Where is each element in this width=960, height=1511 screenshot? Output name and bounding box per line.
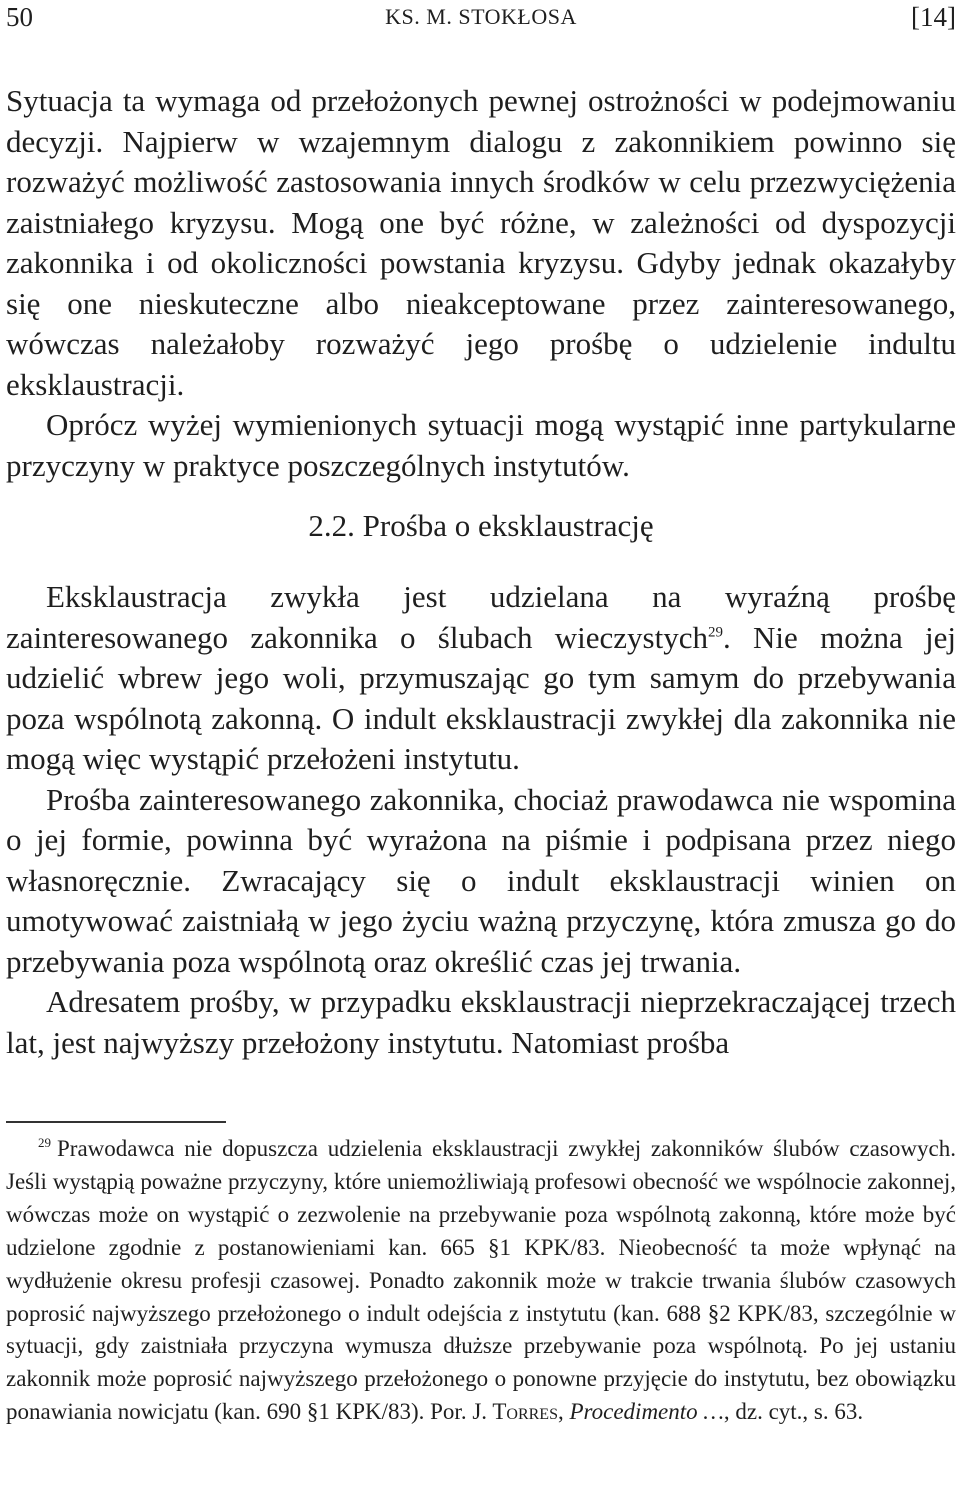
footnote-separator: , bbox=[557, 1399, 570, 1425]
footnote-text: Prawodawca nie dopuszcza udzielenia eksklaustracji zwykłej zakonników ślubów czasowych. Jeśli wystąpią poważne przyczyny, które uniemożliwiają profesowi obecność we wspólnocie zakonnej, wówczas może on wystąpić o zezwolenie na przebywanie poza wspólnotą zakonną, które może być udzielone zgodnie z postanowieniami kan. 665 §1 KPK/83. Nieobecność ta może wpłynąć na wydłużenie okresu profesji czasowej. Ponadto zakonnik może w trakcie trwania ślubów czasowych poprosić najwyższego przełożonego o indult odejścia z instytutu (kan. 688 §2 KPK/83, szczególnie w sytuacji, gdy zaistniała przyczyna wymusza dłuższe przebywanie poza wspólnotą. Po jej ustaniu zakonnik może poprosić najwyższego przełożonego o ponowne przyjęcie do instytutu, bez obowiązku ponawiania nowicjatu (kan. 690 §1 KPK/83). Por. bbox=[6, 1136, 956, 1425]
paragraph: Prośba zainteresowanego zakonnika, chociaż prawodawca nie wspomina o jej formie, powinna być wyrażona na piśmie i podpisana przez niego własnoręcznie. Zwracający się o indult eksklaustracji winien on umotywować zaistniałą w jego życiu ważną przyczynę, która zmusza go do przebywania poza wspólnotą oraz określić czas jej trwania. bbox=[6, 781, 956, 979]
paragraph: Sytuacja ta wymaga od przełożonych pewnej ostrożności w podejmowaniu decyzji. Najpierw w wzajemnym dialogu z zakonnikiem powinno się rozważyć możliwość zastosowania innych środków w celu przezwyciężenia zaistniałego kryzysu. Mogą one być różne, w zależności od dyspozycji zakonnika i od okoliczności powstania kryzysu. Gdyby jednak okazałyby się one nieskuteczne albo nieakceptowane przez zainteresowanego, wówczas należałoby rozważyć jego prośbę o udzielenie indultu eksklaustracji. bbox=[6, 83, 956, 402]
paragraph bbox=[6, 577, 956, 780]
section-heading: 2.2. Prośba o eksklaustrację bbox=[308, 508, 654, 543]
footnote-number: 29 bbox=[38, 1135, 51, 1151]
footnote bbox=[6, 1133, 956, 1429]
document-page bbox=[6, 0, 956, 1429]
page-number: 50 bbox=[6, 2, 33, 32]
footnote-cited-title: Procedimento … bbox=[569, 1399, 724, 1425]
footnote-reference[interactable]: 29 bbox=[708, 624, 723, 641]
running-header bbox=[6, 0, 956, 40]
footnote-divider bbox=[6, 1121, 226, 1123]
body-text bbox=[6, 81, 956, 1063]
section-reference: [14] bbox=[911, 2, 956, 32]
paragraph-text: . Nie można jej udzielić wbrew jego woli, przymuszając go tym samym do przebywania poza wspólnotą zakonną. O indult eksklaustracji zwykłej dla zakonnika nie mogą więc wystąpić przełożeni instytutu. bbox=[6, 619, 956, 776]
running-title: KS. M. STOKŁOSA bbox=[385, 4, 577, 29]
footnote-author: J. Torres bbox=[472, 1399, 558, 1425]
paragraph-text: Eksklaustracja zwykła jest udzielana na wyraźną prośbę zainteresowanego zakonnika o ślubach wieczystych bbox=[6, 579, 956, 655]
paragraph: Oprócz wyżej wymienionych sytuacji mogą wystąpić inne partykularne przyczyny w praktyce poszczególnych instytutów. bbox=[6, 407, 956, 483]
paragraph: Adresatem prośby, w przypadku eksklaustracji nieprzekraczającej trzech lat, jest najwyższy przełożony instytutu. Natomiast prośba bbox=[6, 984, 956, 1060]
footnote-citation-tail: , dz. cyt., s. 63. bbox=[723, 1399, 864, 1425]
